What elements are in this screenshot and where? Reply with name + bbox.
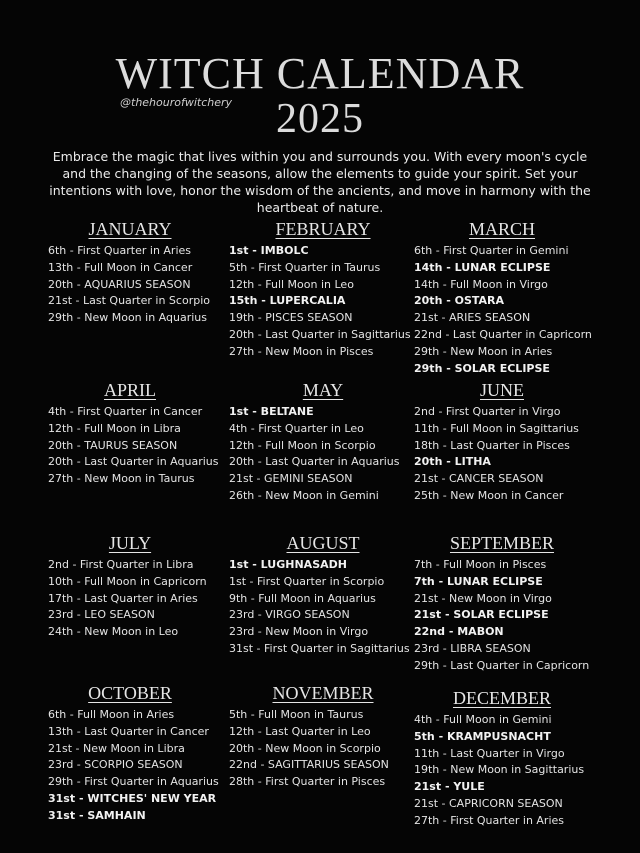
calendar-event: 28th - First Quarter in Pisces	[229, 775, 386, 789]
calendar-event: 27th - New Moon in Pisces	[229, 344, 374, 358]
calendar-event: 24th - New Moon in Leo	[48, 625, 179, 639]
calendar-event: 12th - Full Moon in Libra	[48, 421, 181, 435]
calendar-event: 20th - TAURUS SEASON	[48, 438, 178, 452]
calendar-event: 4th - First Quarter in Cancer	[48, 405, 203, 418]
calendar-event: 22nd - MABON	[414, 625, 504, 639]
month-name: AUGUST	[286, 533, 360, 553]
calendar-event: 15th - LUPERCALIA	[229, 294, 346, 308]
calendar-event: 14th - LUNAR ECLIPSE	[414, 260, 551, 274]
calendar-event: 9th - Full Moon in Aquarius	[229, 591, 376, 605]
calendar-event: 21st - GEMINI SEASON	[229, 472, 353, 486]
calendar-event: 23rd - SCORPIO SEASON	[48, 758, 183, 772]
calendar-event: 13th - Full Moon in Cancer	[48, 260, 193, 274]
calendar-event: 21st - CANCER SEASON	[414, 472, 544, 486]
calendar-event: 6th - Full Moon in Aries	[48, 708, 175, 721]
calendar-event: 23rd - New Moon in Virgo	[229, 625, 369, 639]
month-name: OCTOBER	[88, 683, 172, 703]
month-name: MARCH	[468, 219, 535, 239]
month-name: APRIL	[103, 380, 156, 400]
calendar-event: 12th - Last Quarter in Leo	[229, 724, 371, 738]
calendar-event: 26th - New Moon in Gemini	[229, 488, 379, 502]
calendar-event: 21st - ARIES SEASON	[414, 311, 531, 325]
calendar-event: 20th - Last Quarter in Sagittarius	[229, 327, 411, 341]
calendar-event: 7th - Full Moon in Pisces	[414, 558, 547, 571]
month-name: JUNE	[480, 380, 524, 400]
month-name: DECEMBER	[452, 688, 551, 708]
author-handle: @thehourofwitchery	[120, 96, 233, 109]
calendar-event: 21st - New Moon in Virgo	[414, 591, 552, 605]
calendar-event: 1st - IMBOLC	[229, 244, 309, 257]
calendar-event: 19th - New Moon in Sagittarius	[414, 763, 585, 777]
calendar-event: 27th - First Quarter in Aries	[414, 813, 565, 827]
calendar-event: 27th - New Moon in Taurus	[48, 472, 195, 486]
calendar-event: 21st - New Moon in Libra	[48, 741, 185, 755]
calendar-event: 31st - First Quarter in Sagittarius	[229, 641, 410, 655]
calendar-event: 6th - First Quarter in Aries	[48, 244, 192, 257]
calendar-event: 31st - SAMHAIN	[48, 808, 146, 822]
calendar-event: 5th - First Quarter in Taurus	[229, 260, 381, 274]
calendar-event: 4th - First Quarter in Leo	[229, 421, 364, 435]
calendar-event: 5th - KRAMPUSNACHT	[414, 729, 551, 743]
calendar-event: 2nd - First Quarter in Libra	[48, 558, 194, 571]
title-line-1: WITCH CALENDAR	[115, 49, 525, 98]
calendar-event: 29th - New Moon in Aquarius	[48, 311, 207, 325]
calendar-event: 1st - First Quarter in Scorpio	[229, 574, 385, 588]
calendar-event: 29th - New Moon in Aries	[414, 344, 553, 358]
calendar-event: 23rd - VIRGO SEASON	[229, 608, 350, 622]
calendar-event: 14th - Full Moon in Virgo	[414, 277, 548, 291]
calendar-event: 29th - Last Quarter in Capricorn	[414, 658, 590, 672]
calendar-event: 22nd - Last Quarter in Capricorn	[414, 327, 592, 341]
calendar-event: 10th - Full Moon in Capricorn	[48, 574, 207, 588]
calendar-event: 13th - Last Quarter in Cancer	[48, 724, 209, 738]
calendar-event: 29th - SOLAR ECLIPSE	[414, 361, 550, 375]
calendar-event: 11th - Last Quarter in Virgo	[414, 746, 565, 760]
month-name: JULY	[108, 533, 152, 553]
month-name: SEPTEMBER	[449, 533, 555, 553]
calendar-event: 22nd - SAGITTARIUS SEASON	[229, 758, 389, 772]
calendar-event: 21st - Last Quarter in Scorpio	[48, 294, 210, 308]
calendar-event: 7th - LUNAR ECLIPSE	[414, 574, 543, 588]
calendar-event: 5th - Full Moon in Taurus	[229, 708, 364, 721]
calendar-event: 12th - Full Moon in Scorpio	[229, 438, 376, 452]
calendar-event: 20th - New Moon in Scorpio	[229, 741, 381, 755]
calendar-event: 20th - AQUARIUS SEASON	[48, 277, 191, 291]
calendar-event: 4th - Full Moon in Gemini	[414, 713, 552, 726]
calendar-event: 18th - Last Quarter in Pisces	[414, 438, 570, 452]
title-line-2: 2025	[276, 96, 364, 142]
calendar-event: 21st - SOLAR ECLIPSE	[414, 608, 549, 622]
calendar-event: 31st - WITCHES' NEW YEAR	[48, 791, 217, 805]
calendar-event: 12th - Full Moon in Leo	[229, 277, 354, 291]
calendar-event: 11th - Full Moon in Sagittarius	[414, 421, 579, 435]
calendar-event: 20th - OSTARA	[414, 294, 505, 308]
calendar-event: 17th - Last Quarter in Aries	[48, 591, 198, 605]
month-name: JANUARY	[88, 219, 172, 239]
calendar-event: 25th - New Moon in Cancer	[414, 488, 564, 502]
calendar-event: 23rd - LEO SEASON	[48, 608, 155, 622]
intro-paragraph: Embrace the magic that lives within you and surrounds you. With every moon's cycle and the changing of the seasons, allow the elements to guide your spirit. Set your intentions with love, honor the wisdom of the ancients, and move in harmony with the heartbeat of nature.	[49, 149, 591, 215]
month-name: FEBRUARY	[275, 219, 371, 239]
calendar-event: 1st - LUGHNASADH	[229, 558, 347, 571]
calendar-event: 19th - PISCES SEASON	[229, 311, 353, 325]
calendar-event: 1st - BELTANE	[229, 405, 314, 418]
calendar-event: 2nd - First Quarter in Virgo	[414, 405, 561, 418]
calendar-event: 21st - YULE	[414, 780, 485, 794]
calendar-event: 20th - LITHA	[414, 455, 491, 469]
month-name: NOVEMBER	[272, 683, 374, 703]
calendar-event: 20th - Last Quarter in Aquarius	[48, 455, 219, 469]
calendar-event: 23rd - LIBRA SEASON	[414, 641, 531, 655]
month-name: MAY	[302, 380, 344, 400]
calendar-event: 20th - Last Quarter in Aquarius	[229, 455, 400, 469]
calendar-event: 21st - CAPRICORN SEASON	[414, 796, 563, 810]
calendar-event: 29th - First Quarter in Aquarius	[48, 775, 219, 789]
calendar-event: 6th - First Quarter in Gemini	[414, 244, 569, 257]
